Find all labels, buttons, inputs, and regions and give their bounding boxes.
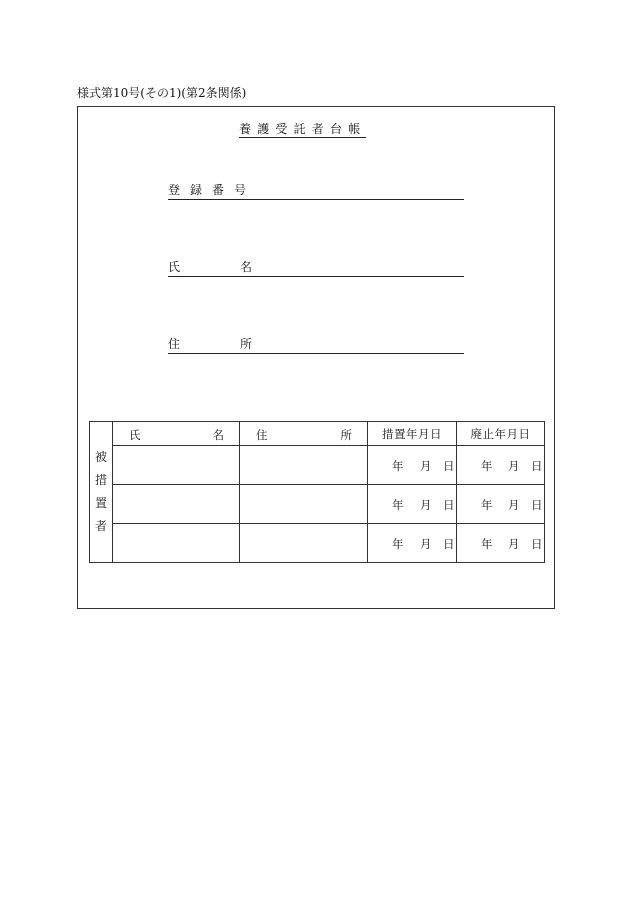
day-unit: 日	[443, 537, 455, 551]
row-termination-date-cell[interactable]	[457, 485, 545, 524]
table-header-row	[90, 422, 545, 446]
row-address-cell[interactable]	[240, 485, 368, 524]
row-address-cell[interactable]	[240, 446, 368, 485]
header-name-second-char: 名	[212, 428, 224, 442]
form-number-label: 様式第10号(その1)(第2条関係)	[77, 86, 247, 100]
day-unit: 日	[531, 537, 543, 551]
day-unit: 日	[531, 498, 543, 512]
side-label-char: 被	[94, 450, 107, 464]
row-name-cell[interactable]	[113, 446, 240, 485]
placed-persons-table	[89, 421, 545, 563]
header-name	[113, 422, 240, 446]
header-termination-date: 廃止年月日	[457, 422, 545, 446]
year-unit: 年	[481, 459, 493, 473]
year-unit: 年	[392, 498, 404, 512]
row-name-cell[interactable]	[113, 524, 240, 563]
row-termination-date-cell[interactable]	[457, 446, 545, 485]
name-field[interactable]	[168, 260, 464, 277]
address-label-second-char: 所	[240, 337, 253, 351]
month-unit: 月	[508, 459, 520, 473]
address-field[interactable]	[168, 337, 464, 354]
row-placement-date-cell[interactable]	[368, 524, 457, 563]
header-address-second-char: 所	[340, 428, 352, 442]
day-unit: 日	[443, 459, 455, 473]
month-unit: 月	[508, 537, 520, 551]
table-row	[90, 485, 545, 524]
side-label-char: 者	[94, 519, 107, 533]
header-address-first-char: 住	[256, 428, 268, 442]
row-termination-date-cell[interactable]	[457, 524, 545, 563]
year-unit: 年	[481, 498, 493, 512]
placed-person-side-label	[90, 422, 113, 563]
year-unit: 年	[481, 537, 493, 551]
month-unit: 月	[420, 537, 432, 551]
month-unit: 月	[420, 459, 432, 473]
ledger-title: 養護受託者台帳	[239, 122, 367, 136]
header-address	[240, 422, 368, 446]
year-unit: 年	[392, 537, 404, 551]
month-unit: 月	[420, 498, 432, 512]
name-label-first-char: 氏	[168, 260, 181, 274]
address-label-first-char: 住	[168, 337, 181, 351]
row-name-cell[interactable]	[113, 485, 240, 524]
row-placement-date-cell[interactable]	[368, 446, 457, 485]
row-address-cell[interactable]	[240, 524, 368, 563]
month-unit: 月	[508, 498, 520, 512]
registration-number-label: 登録番号	[168, 183, 257, 197]
header-placement-date: 措置年月日	[368, 422, 457, 446]
table-row	[90, 524, 545, 563]
header-name-first-char: 氏	[129, 428, 141, 442]
side-label-char: 措	[94, 473, 107, 487]
name-label-second-char: 名	[240, 260, 253, 274]
row-placement-date-cell[interactable]	[368, 485, 457, 524]
table-row	[90, 446, 545, 485]
side-label-char: 置	[94, 496, 107, 510]
registration-number-field[interactable]	[168, 183, 464, 200]
day-unit: 日	[531, 459, 543, 473]
year-unit: 年	[392, 459, 404, 473]
day-unit: 日	[443, 498, 455, 512]
